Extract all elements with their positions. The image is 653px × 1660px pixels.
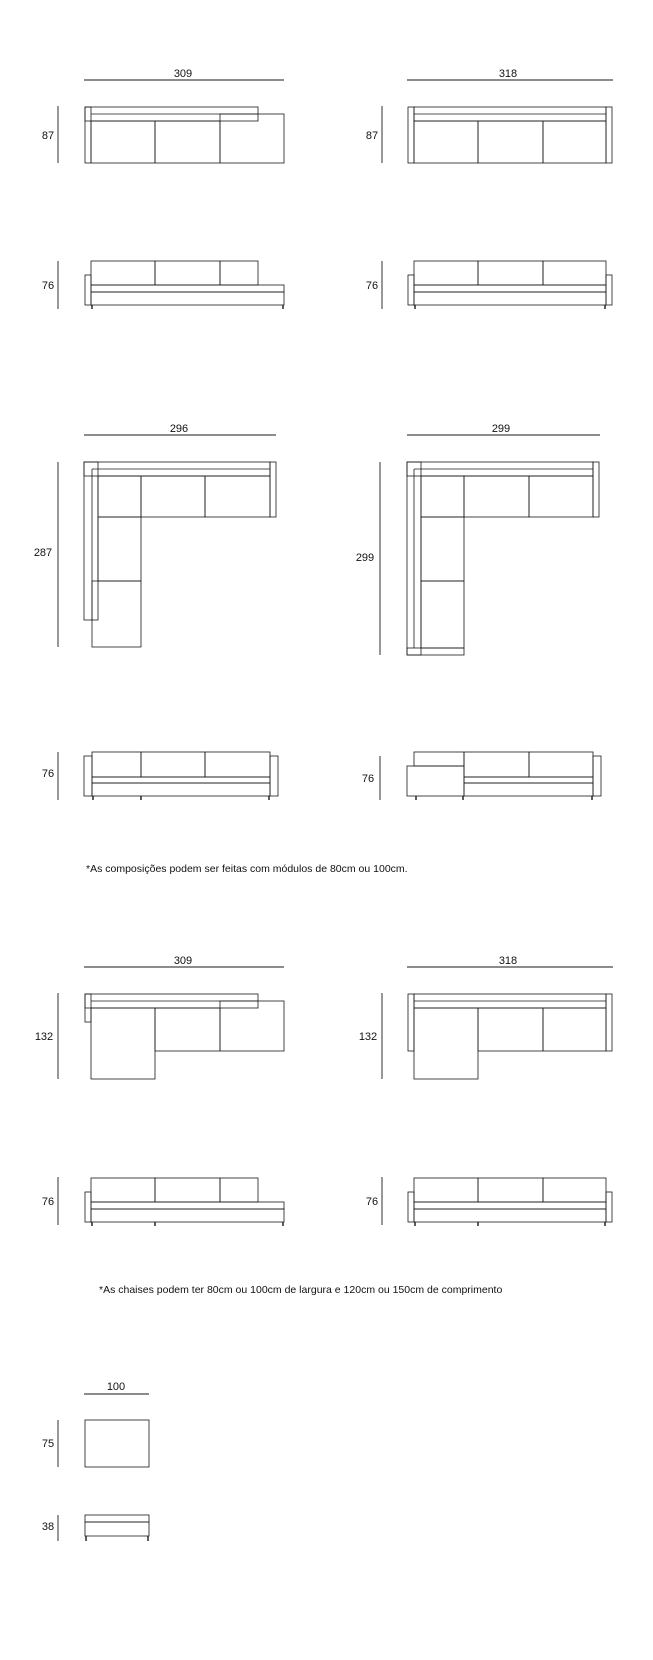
seat-2 (141, 476, 205, 517)
sofa-chaise-two-arms-top-view (359, 955, 613, 1079)
arm-bottom (407, 648, 464, 655)
sofa-chaise-left-arm-top-view (35, 955, 284, 1079)
cushion-1 (414, 261, 478, 285)
base (92, 783, 270, 796)
sofa-3-seat-left-arm-front-view (42, 261, 284, 309)
seat-base (414, 285, 606, 292)
cushion-1 (92, 752, 141, 777)
cushion-2 (478, 1178, 543, 1202)
ottoman-top-view (42, 1381, 149, 1467)
base (464, 783, 593, 796)
cushion-2 (478, 261, 543, 285)
cushion-3 (543, 261, 606, 285)
cushion-2 (464, 752, 529, 777)
arm-right (606, 275, 612, 305)
corner-sofa-arm-top-view (356, 423, 600, 655)
seat-base (92, 777, 270, 783)
corner-seat (421, 476, 464, 517)
arm-left (408, 994, 414, 1051)
corner-sofa-chaise-top-view (34, 423, 276, 647)
corner-seat (98, 476, 141, 517)
seat-3 (220, 1001, 284, 1051)
seat-2 (155, 1008, 220, 1051)
sofa-chaise-two-arms-front-view (366, 1177, 612, 1226)
chaises-note: *As chaises podem ter 80cm ou 100cm de largura e 120cm ou 150cm de comprimento (99, 1284, 503, 1296)
height-label: 76 (365, 280, 379, 292)
seat-3 (205, 476, 270, 517)
base (414, 292, 606, 305)
ottoman-front-view (42, 1515, 149, 1541)
width-label: 299 (491, 423, 511, 435)
cushion-3 (220, 1178, 258, 1202)
width-label: 309 (173, 955, 193, 967)
chaise-end (92, 581, 141, 647)
seat-base (91, 1202, 284, 1209)
ottoman-cushion (85, 1515, 149, 1522)
arm-left (408, 107, 414, 163)
cushion-1 (414, 1178, 478, 1202)
depth-label: 132 (34, 1031, 54, 1043)
seat-base (91, 285, 284, 292)
seat-side (98, 517, 141, 581)
width-label: 318 (498, 955, 518, 967)
base (91, 1209, 284, 1222)
cushion-2 (155, 1178, 220, 1202)
seat-base (464, 777, 593, 783)
back-arm-vertical (84, 462, 98, 620)
arm-right (606, 994, 612, 1051)
ottoman-top (85, 1420, 149, 1467)
seat-side-2 (421, 581, 464, 648)
seat-2 (478, 1008, 543, 1051)
cushion-1 (91, 1178, 155, 1202)
seat-2 (478, 121, 543, 163)
height-label: 76 (41, 280, 55, 292)
sofa-3-seat-left-arm-top-view (42, 68, 284, 163)
depth-label: 287 (33, 547, 53, 559)
seat-3 (529, 476, 593, 517)
arm-right (593, 756, 601, 796)
arm-right (606, 1192, 612, 1222)
arm-right (270, 462, 276, 517)
arm-left (84, 756, 92, 796)
corner-sofa-arm-front-view (362, 752, 601, 800)
corner-sofa-chaise-front-view (42, 752, 278, 800)
sofa-3-seat-two-arms-top-view (366, 68, 613, 163)
seat-1 (414, 121, 478, 163)
width-label: 318 (498, 68, 518, 80)
seat-base (414, 1202, 606, 1209)
cushion-2 (141, 752, 205, 777)
width-label: 296 (169, 423, 189, 435)
chaise (414, 1008, 478, 1079)
cushion-3 (220, 261, 258, 285)
seat-2 (464, 476, 529, 517)
width-label: 309 (173, 68, 193, 80)
arm-left (85, 275, 91, 305)
arm-left (408, 1192, 414, 1222)
base (91, 292, 284, 305)
seat-1 (91, 121, 155, 163)
depth-label: 299 (355, 552, 375, 564)
arm-left (85, 1192, 91, 1222)
seat-3 (543, 121, 606, 163)
cushion-3 (529, 752, 593, 777)
cushion-3 (543, 1178, 606, 1202)
height-label: 76 (365, 1196, 379, 1208)
cushion-2 (155, 261, 220, 285)
ottoman-base (85, 1522, 149, 1536)
modules-note: *As composições podem ser feitas com módulos de 80cm ou 100cm. (86, 863, 408, 875)
seat-side-1 (421, 517, 464, 581)
depth-label: 75 (41, 1438, 55, 1450)
height-label: 38 (41, 1521, 55, 1533)
arm-left-front (407, 766, 464, 796)
height-label: 76 (41, 1196, 55, 1208)
sofa-3-seat-two-arms-front-view (366, 261, 612, 309)
sofa-chaise-left-arm-front-view (42, 1177, 284, 1226)
cushion-3 (205, 752, 270, 777)
width-label: 100 (106, 1381, 126, 1393)
arm-right (606, 107, 612, 163)
arm-right (593, 462, 599, 517)
depth-label: 132 (358, 1031, 378, 1043)
depth-label: 87 (41, 130, 55, 142)
arm-left (85, 107, 91, 163)
chaise (91, 1008, 155, 1079)
arm-left (408, 275, 414, 305)
depth-label: 87 (365, 130, 379, 142)
arm-right (270, 756, 278, 796)
cushion-1 (91, 261, 155, 285)
back-cushion-corner (414, 752, 464, 766)
base (414, 1209, 606, 1222)
height-label: 76 (41, 768, 55, 780)
seat-2 (155, 121, 220, 163)
seat-3 (543, 1008, 606, 1051)
height-label: 76 (361, 773, 375, 785)
